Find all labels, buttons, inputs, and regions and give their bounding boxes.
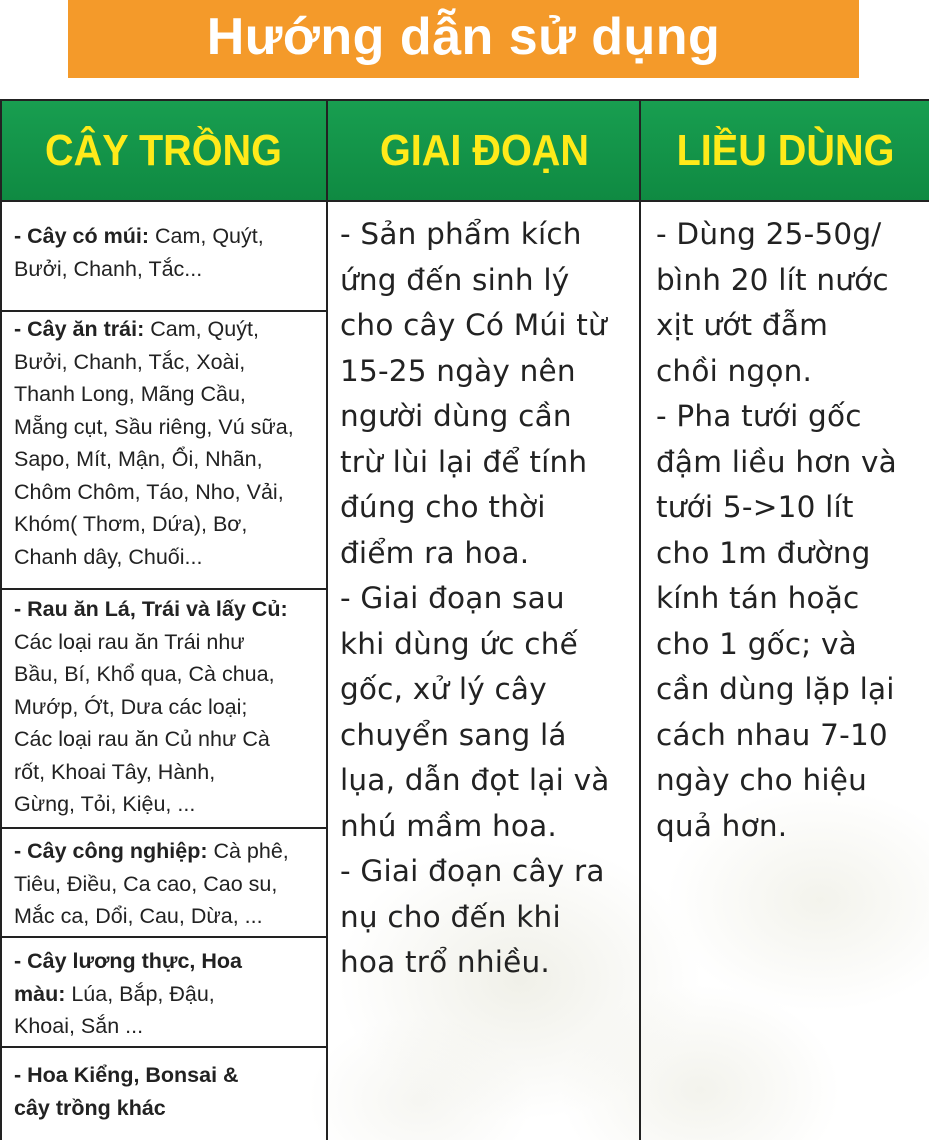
dose-line: bình 20 lít nước xyxy=(656,262,889,297)
crop-text: Bưởi, Chanh, Tắc, Xoài, xyxy=(14,349,246,374)
crop-divider xyxy=(0,936,327,938)
column-divider-1 xyxy=(326,101,328,1140)
dose-line: ngày cho hiệu xyxy=(656,763,868,797)
crop-label: - Cây có múi: xyxy=(14,224,149,248)
stage-line: hoa trổ nhiều. xyxy=(340,945,550,979)
crop-text: Khoai, Sắn ... xyxy=(14,1014,144,1038)
column-divider-2 xyxy=(639,101,641,1140)
stage-line: - Giai đoạn sau xyxy=(340,581,565,615)
page-title: Hướng dẫn sử dụng xyxy=(206,8,721,66)
crop-label: - Cây công nghiệp: xyxy=(14,839,208,863)
crop-divider xyxy=(0,310,327,312)
crop-text: Cam, Quýt, xyxy=(149,224,264,248)
crop-text: Sapo, Mít, Mận, Ổi, Nhãn, xyxy=(14,447,263,471)
crop-label: - Cây ăn trái: xyxy=(14,317,145,341)
stage-line: khi dùng ức chế xyxy=(340,626,578,661)
crop-text: Cam, Quýt, xyxy=(144,317,259,341)
dose-line: kính tán hoặc xyxy=(656,581,860,615)
dose-line: cho 1m đường xyxy=(656,535,871,570)
stage-line: người dùng cần xyxy=(340,399,572,433)
crop-divider xyxy=(0,827,327,829)
dose-line: - Dùng 25-50g/ xyxy=(656,217,882,251)
crop-vegetables xyxy=(14,593,326,821)
crop-label: - Hoa Kiểng, Bonsai & xyxy=(14,1063,239,1087)
crop-text: Tiêu, Điều, Ca cao, Cao su, xyxy=(14,871,278,896)
crop-text: Cà phê, xyxy=(207,839,289,863)
crop-text: Chanh dây, Chuối... xyxy=(14,544,203,569)
stage-line: chuyển sang lá xyxy=(340,717,567,752)
crop-ornamental xyxy=(14,1059,326,1124)
crop-divider xyxy=(0,1046,327,1048)
crop-label: - Cây lương thực, Hoa xyxy=(14,949,242,973)
stage-line: 15-25 ngày nên xyxy=(340,353,576,388)
stage-line: ứng đến sinh lý xyxy=(340,262,570,297)
dose-line: cách nhau 7-10 xyxy=(656,717,888,752)
stage-line: cho cây Có Múi từ xyxy=(340,308,607,342)
stage-line: trừ lùi lại để tính xyxy=(340,444,588,479)
crop-text: Mắc ca, Dổi, Cau, Dừa, ... xyxy=(14,904,263,928)
stage-line: - Giai đoạn cây ra xyxy=(340,854,605,888)
crop-divider xyxy=(0,588,327,590)
crop-food-crops xyxy=(14,945,326,1043)
table-border-left xyxy=(0,101,2,1140)
dose-line: đậm liều hơn và xyxy=(656,444,897,479)
crop-text: Mẵng cụt, Sầu riêng, Vú sữa, xyxy=(14,414,294,439)
title-banner xyxy=(68,0,859,78)
crop-text: Bưởi, Chanh, Tắc... xyxy=(14,256,203,281)
crop-industrial xyxy=(14,835,326,933)
crop-text: Mướp, Ớt, Dưa các loại; xyxy=(14,694,248,719)
crop-text: Các loại rau ăn Củ như Cà xyxy=(14,727,270,751)
table-header-row xyxy=(0,101,929,201)
crop-text: Lúa, Bắp, Đậu, xyxy=(65,981,215,1006)
dose-line: cho 1 gốc; và xyxy=(656,626,857,661)
stage-line: gốc, xử lý cây xyxy=(340,672,547,706)
stage-line: điểm ra hoa. xyxy=(340,535,530,570)
dose-line: chồi ngọn. xyxy=(656,353,813,388)
dose-line: cần dùng lặp lại xyxy=(656,672,895,706)
crop-text: rốt, Khoai Tây, Hành, xyxy=(14,759,216,784)
dose-line: tưới 5->10 lít xyxy=(656,490,854,524)
stage-line: lụa, dẫn đọt lại và xyxy=(340,763,610,797)
crop-text: Các loại rau ăn Trái như xyxy=(14,629,245,654)
dose-line: quả hơn. xyxy=(656,808,788,843)
stage-line: đúng cho thời xyxy=(340,490,546,524)
crop-citrus xyxy=(14,220,326,285)
header-dose: LIỀU DÙNG xyxy=(676,126,895,175)
crop-text: Khóm( Thơm, Dứa), Bơ, xyxy=(14,512,248,536)
header-divider xyxy=(0,200,929,202)
crop-text: Thanh Long, Mãng Cầu, xyxy=(14,382,246,406)
crop-fruit-trees xyxy=(14,313,326,573)
header-crop: CÂY TRỒNG xyxy=(45,126,282,175)
crop-label: màu: xyxy=(14,981,66,1006)
stage-line: nụ cho đến khi xyxy=(340,899,561,934)
crop-text: Gừng, Tỏi, Kiệu, ... xyxy=(14,792,196,816)
dose-text xyxy=(656,212,897,849)
crop-label: cây trồng khác xyxy=(14,1095,166,1120)
dose-line: - Pha tưới gốc xyxy=(656,399,862,433)
stage-line: nhú mầm hoa. xyxy=(340,808,557,843)
crop-text: Chôm Chôm, Táo, Nho, Vải, xyxy=(14,479,284,504)
stage-line: - Sản phẩm kích xyxy=(340,217,582,251)
crop-text: Bầu, Bí, Khổ qua, Cà chua, xyxy=(14,662,275,686)
crop-label: - Rau ăn Lá, Trái và lấy Củ: xyxy=(14,597,288,621)
header-stage: GIAI ĐOẠN xyxy=(379,126,589,175)
stage-text xyxy=(340,212,610,986)
dose-line: xịt ướt đẫm xyxy=(656,308,829,342)
